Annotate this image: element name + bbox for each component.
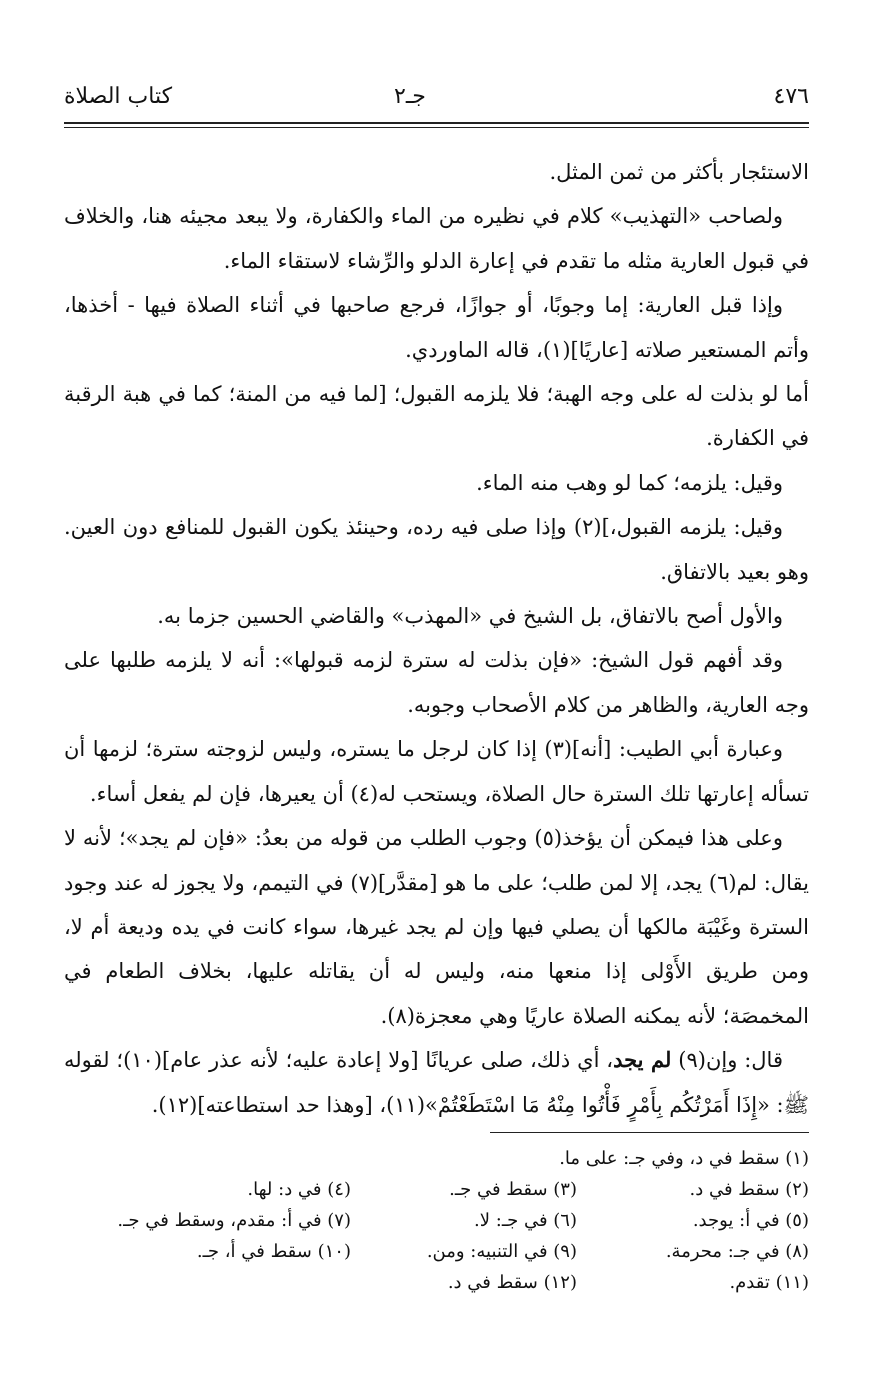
footnote-row <box>64 1148 809 1179</box>
footnote: (٩) في التنبيه: ومن. <box>426 1241 577 1262</box>
paragraph: وقيل: يلزمه القبول،](٢) وإذا صلى فيه رده، وحينئذ يكون القبول للمنافع دون العين. وهو بعيد بالاتفاق. <box>64 515 809 584</box>
paragraph: وقيل: يلزمه؛ كما لو وهب منه الماء. <box>476 470 783 495</box>
text-run: ، أي ذلك، صلى عريانًا [ولا إعادة عليه؛ لأنه عذر عام](١٠)؛ لقوله ﷺ: «إِذَا أَمَرْتُكُم بِأَمْرٍ فَأْتُوا مِنْهُ مَا اسْتَطَعْتُمْ»(١١)، [وهذا حد استطاعته](١٢). <box>64 1048 809 1117</box>
header-rule-thin <box>64 127 809 128</box>
footnote: (٢) سقط في د. <box>689 1179 809 1200</box>
book-title: كتاب الصلاة <box>64 84 173 109</box>
paragraph-last <box>64 1038 809 1127</box>
running-header <box>64 82 809 116</box>
paragraph: أما لو بذلت له على وجه الهبة؛ فلا يلزمه القبول؛ [لما فيه من المنة؛ كما في هبة الرقبة في الكفارة. <box>64 382 809 451</box>
footnote: (٤) في د: لها. <box>247 1179 351 1200</box>
footnote-row <box>64 1272 809 1303</box>
header-rule <box>64 122 809 124</box>
footnote: (١٠) سقط في أ، جـ. <box>196 1241 351 1262</box>
footnote-row <box>64 1241 809 1272</box>
footnote: (٥) في أ: يوجد. <box>692 1210 809 1231</box>
paragraph: وعبارة أبي الطيب: [أنه](٣) إذا كان لرجل ما يستره، وليس لزوجته سترة؛ لزمها أن تسأله إعارتها تلك السترة حال الصلاة، ويستحب له(٤) أن يعيرها، فإن لم يفعل أساء. <box>64 737 809 806</box>
paragraph: ولصاحب «التهذيب» كلام في نظيره من الماء والكفارة، ولا يبعد مجيئه هنا، والخلاف في قبول العارية مثله ما تقدم في إعارة الدلو والرِّشاء لاستقاء الماء. <box>64 204 809 273</box>
footnote: (٨) في جـ: محرمة. <box>665 1241 809 1262</box>
footnote-rule <box>490 1132 809 1133</box>
text-run: قال: وإن(٩) <box>671 1048 783 1073</box>
page-number: ٤٧٦ <box>773 84 809 109</box>
footnote: (١١) تقدم. <box>729 1272 809 1293</box>
paragraph: والأول أصح بالاتفاق، بل الشيخ في «المهذب» والقاضي الحسين جزما به. <box>157 604 783 629</box>
bold-term: لم يجد <box>613 1047 672 1073</box>
footnote-row <box>64 1179 809 1210</box>
footnote: (٧) في أ: مقدم، وسقط في جـ. <box>117 1210 351 1231</box>
footnote: (٣) سقط في جـ. <box>449 1179 577 1200</box>
volume-label: جـ٢ <box>394 84 426 109</box>
paragraph: وعلى هذا فيمكن أن يؤخذ(٥) وجوب الطلب من قوله من بعدُ: «فإن لم يجد»؛ لأنه لا يقال: لم(٦) يجد، إلا لمن طلب؛ على ما هو [مقدَّر](٧) في التيمم، ولا يجوز له عند وجود السترة وغَيْبَة مالكها أن يصلي فيها وإن لم يجد غيرها، سواء كانت في يده وديعة أم لا، ومن طريق الأَوْلى إذا منعها منه، وليس له أن يقاتله عليها، بخلاف الطعام في المخمصَة؛ لأنه يمكنه الصلاة عاريًا وهي معجزة(٨). <box>64 826 809 1028</box>
paragraph: وإذا قبل العارية: إما وجوبًا، أو جوازًا، فرجع صاحبها في أثناء الصلاة فيها - أخذها، وأتم المستعير صلاته [عاريًا](١)، قاله الماوردي. <box>64 293 809 362</box>
paragraph: الاستئجار بأكثر من ثمن المثل. <box>549 160 809 184</box>
footnote: (١٢) سقط في د. <box>447 1272 577 1293</box>
paragraph: وقد أفهم قول الشيخ: «فإن بذلت له سترة لزمه قبولها»: أنه لا يلزمه طلبها على وجه العارية، والظاهر من كلام الأصحاب وجوبه. <box>64 648 809 717</box>
main-text <box>64 150 809 1127</box>
footnote: (١) سقط في د، وفي جـ: على ما. <box>559 1148 809 1169</box>
footnote-row <box>64 1210 809 1241</box>
footnotes <box>64 1148 809 1303</box>
footnote: (٦) في جـ: لا. <box>474 1210 577 1231</box>
